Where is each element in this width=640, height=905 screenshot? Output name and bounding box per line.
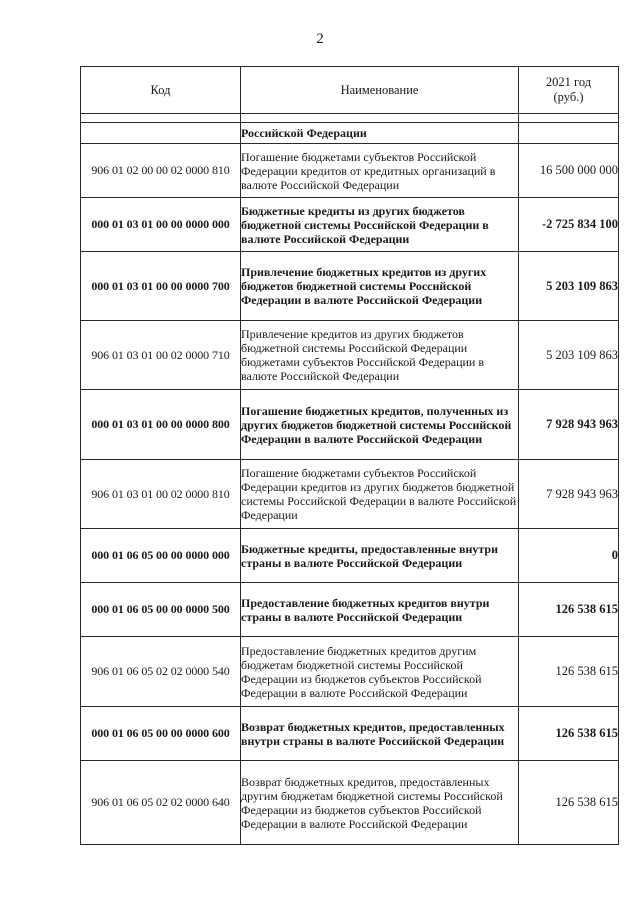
row-code: 000 01 03 01 00 00 0000 800 bbox=[81, 390, 241, 460]
row-code: 000 01 03 01 00 00 0000 700 bbox=[81, 252, 241, 321]
spacer-cell bbox=[241, 114, 519, 123]
row-sum: 126 538 615 bbox=[519, 637, 619, 707]
row-code: 906 01 03 01 00 02 0000 710 bbox=[81, 321, 241, 390]
row-name: Бюджетные кредиты, предоставленные внутри страны в валюте Российской Федерации bbox=[241, 529, 519, 583]
table-header-row bbox=[81, 67, 619, 114]
header-sum-year: 2021 год bbox=[545, 75, 592, 89]
table-row bbox=[81, 252, 619, 321]
row-sum: 0 bbox=[519, 529, 619, 583]
header-code: Код bbox=[81, 67, 241, 114]
row-code: 000 01 06 05 00 00 0000 000 bbox=[81, 529, 241, 583]
row-sum: 7 928 943 963 bbox=[519, 460, 619, 529]
row-code: 906 01 06 05 02 02 0000 540 bbox=[81, 637, 241, 707]
table-row bbox=[81, 529, 619, 583]
row-name: Привлечение кредитов из других бюджетов бюджетной системы Российской Федерации бюджетами субъектов Российской Федерации в валюте Российской Федерации bbox=[241, 321, 519, 390]
row-sum: 7 928 943 963 bbox=[519, 390, 619, 460]
budget-sources-table bbox=[80, 66, 619, 845]
row-code: 906 01 03 01 00 02 0000 810 bbox=[81, 460, 241, 529]
row-name: Предоставление бюджетных кредитов другим бюджетам бюджетной системы Российской Федерации из бюджетов субъектов Российской Федерации в валюте Российской Федерации bbox=[241, 637, 519, 707]
table-row bbox=[81, 637, 619, 707]
header-sum bbox=[519, 67, 619, 114]
table-row bbox=[81, 707, 619, 761]
row-name: Бюджетные кредиты из других бюджетов бюджетной системы Российской Федерации в валюте Российской Федерации bbox=[241, 198, 519, 252]
row-sum bbox=[519, 123, 619, 144]
row-name: Предоставление бюджетных кредитов внутри страны в валюте Российской Федерации bbox=[241, 583, 519, 637]
spacer-cell bbox=[519, 114, 619, 123]
table-row bbox=[81, 198, 619, 252]
header-sum-unit: (руб.) bbox=[553, 90, 584, 104]
row-sum: 126 538 615 bbox=[519, 707, 619, 761]
row-name: Погашение бюджетами субъектов Российской Федерации кредитов от кредитных организаций в валюте Российской Федерации bbox=[241, 144, 519, 198]
header-spacer-row bbox=[81, 114, 619, 123]
row-code: 906 01 02 00 00 02 0000 810 bbox=[81, 144, 241, 198]
row-sum: 5 203 109 863 bbox=[519, 321, 619, 390]
table-row bbox=[81, 761, 619, 845]
row-sum: 126 538 615 bbox=[519, 583, 619, 637]
row-name: Возврат бюджетных кредитов, предоставленных другим бюджетам бюджетной системы Российской Федерации из бюджетов субъектов Российской Федерации в валюте Российской Федерации bbox=[241, 761, 519, 845]
row-code: 906 01 06 05 02 02 0000 640 bbox=[81, 761, 241, 845]
table-row bbox=[81, 144, 619, 198]
row-sum: 16 500 000 000 bbox=[519, 144, 619, 198]
table-row bbox=[81, 123, 619, 144]
row-sum: 5 203 109 863 bbox=[519, 252, 619, 321]
table-row bbox=[81, 460, 619, 529]
row-name: Погашение бюджетных кредитов, полученных из других бюджетов бюджетной системы Российской Федерации в валюте Российской Федерации bbox=[241, 390, 519, 460]
page-number: 2 bbox=[316, 31, 324, 47]
header-name: Наименование bbox=[241, 67, 519, 114]
row-code: 000 01 06 05 00 00 0000 600 bbox=[81, 707, 241, 761]
spacer-cell bbox=[81, 114, 241, 123]
row-code: 000 01 03 01 00 00 0000 000 bbox=[81, 198, 241, 252]
table-row bbox=[81, 321, 619, 390]
row-name: Возврат бюджетных кредитов, предоставленных внутри страны в валюте Российской Федерации bbox=[241, 707, 519, 761]
table-row bbox=[81, 583, 619, 637]
row-name: Погашение бюджетами субъектов Российской Федерации кредитов из других бюджетов бюджетной системы Российской Федерации в валюте Российской Федерации bbox=[241, 460, 519, 529]
row-name: Российской Федерации bbox=[241, 123, 519, 144]
row-sum: 126 538 615 bbox=[519, 761, 619, 845]
table-row bbox=[81, 390, 619, 460]
row-code: 000 01 06 05 00 00 0000 500 bbox=[81, 583, 241, 637]
row-name: Привлечение бюджетных кредитов из других бюджетов бюджетной системы Российской Федерации в валюте Российской Федерации bbox=[241, 252, 519, 321]
row-sum: -2 725 834 100 bbox=[519, 198, 619, 252]
row-code bbox=[81, 123, 241, 144]
